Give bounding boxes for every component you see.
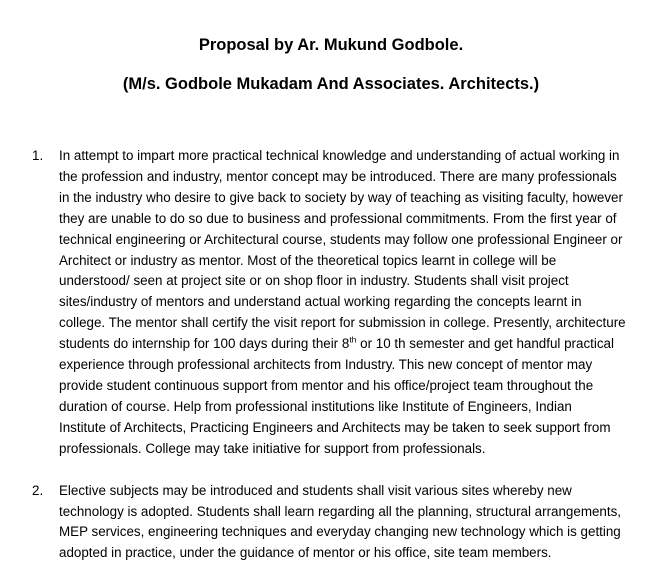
text-line: understood/ seen at project site or on shop floor in industry. Students shall visit project [59, 273, 569, 289]
text-line: adopted in practice, under the guidance of mentor or his office, site team members. [59, 545, 552, 561]
text-line [59, 334, 649, 355]
text-line: MEP services, engineering techniques and everyday changing new technology which is getting [59, 524, 621, 540]
text-line: the profession and industry, mentor concept may be introduced. There are many professionals [59, 168, 617, 184]
document-subtitle: (M/s. Godbole Mukadam And Associates. Architects.) [122, 75, 540, 93]
proposal-list [0, 146, 662, 564]
text-line: experience through professional architects from Industry. This new concept of mentor may [59, 357, 593, 373]
list-item-number: 2. [32, 482, 44, 498]
text-line: In attempt to impart more practical technical knowledge and understanding of actual working in [59, 148, 620, 163]
list-item-text [59, 146, 649, 460]
text-line: sites/industry of mentors and understand actual working regarding the concepts learnt in [59, 294, 582, 310]
text-line: provide student continuous support from mentor and his office/project team throughout the [59, 377, 594, 393]
text-line: Institute of Architects, Practicing Engineers and Architects may be taken to seek support from [59, 419, 611, 435]
text-line: they are unable to do so due to business and professional commitments. From the first year of [59, 210, 617, 226]
text-line: duration of course. Help from professional institutions like Institute of Engineers, Indian [59, 398, 572, 414]
document-title: Proposal by Ar. Mukund Godbole. [198, 36, 464, 54]
superscript: th [349, 334, 357, 345]
text-line: Architect or industry as mentor. Most of the theoretical topics learnt in college will be [59, 252, 557, 268]
list-item [0, 146, 662, 460]
text-line: technology is adopted. Students shall learn regarding all the planning, structural arrangements, [59, 503, 622, 519]
list-item-number: 1. [32, 148, 44, 163]
text-line: college. The mentor shall certify the visit report for submission in college. Presently, architecture [59, 315, 626, 331]
text-fragment: students do internship for 100 days during their 8 [59, 336, 350, 352]
text-line: Elective subjects may be introduced and students shall visit various sites whereby new [59, 482, 572, 498]
text-fragment: or 10 th semester and get handful practical [356, 336, 614, 352]
text-line: professionals. College may take initiative for support from professionals. [59, 440, 486, 456]
list-item [0, 481, 662, 565]
text-line: in the industry who desire to give back to society by way of teaching as visiting faculty, however [59, 189, 623, 205]
text-line: technical engineering or Architectural course, students may follow one professional Engineer or [59, 231, 623, 247]
list-item-text [59, 481, 649, 565]
